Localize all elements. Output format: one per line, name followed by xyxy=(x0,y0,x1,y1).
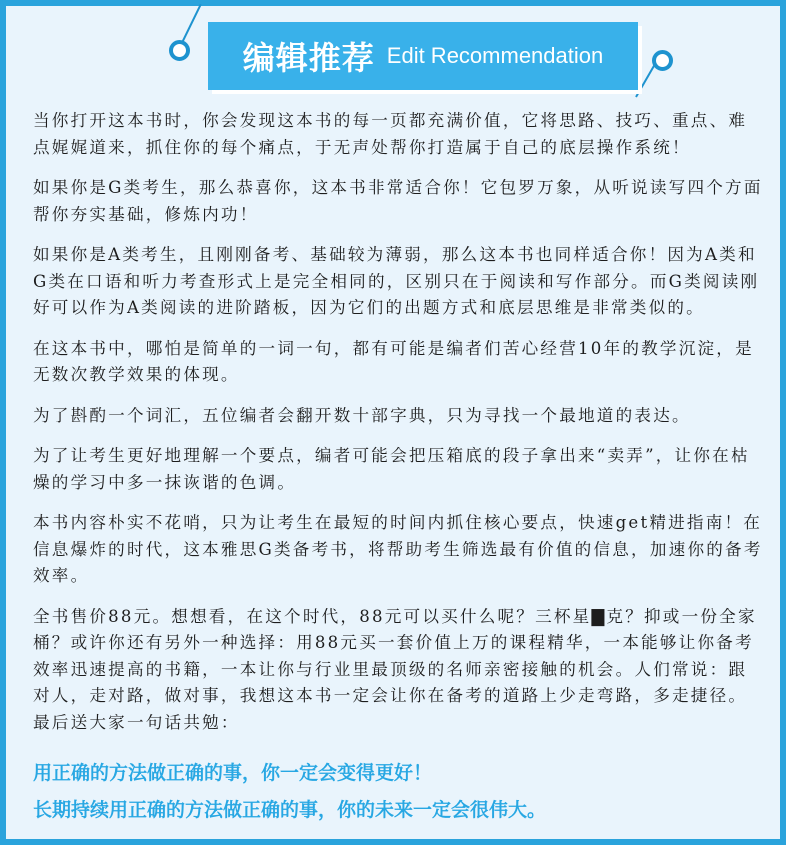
title-english: Edit Recommendation xyxy=(386,43,604,68)
paragraph-5: 为了斟酌一个词汇，五位编者会翻开数十部字典，只为寻找一个最地道的表达。 xyxy=(33,405,691,425)
paragraph-3: 如果你是A类考生，且刚刚备考、基础较为薄弱，那么这本书也同样适合你！因为A类和G类在口语和听力考查形式上是完全相同的，区别只在于阅读和写作部分。而G类阅读刚好可以作为A类阅读的进阶踏板，因为它们的出题方式和底层思维是非常类似的。 xyxy=(33,245,760,317)
decor-dot-left xyxy=(169,40,190,61)
title-banner xyxy=(208,22,638,90)
title-chinese: 编辑推荐 xyxy=(242,39,375,77)
paragraph-2: 如果你是G类考生，那么恭喜你，这本书非常适合你！它包罗万象，从听说读写四个方面帮你夯实基础，修炼内功！ xyxy=(33,178,763,224)
paragraph-1: 当你打开这本书时，你会发现这本书的每一页都充满价值，它将思路、技巧、重点、难点娓娓道来，抓住你的每个痛点，于无声处帮你打造属于自己的底层操作系统！ xyxy=(33,111,748,157)
paragraph-6: 为了让考生更好地理解一个要点，编者可能会把压箱底的段子拿出来“卖弄”，让你在枯燥的学习中多一抹诙谐的色调。 xyxy=(33,446,750,492)
paragraph-4: 在这本书中，哪怕是简单的一词一句，都有可能是编者们苦心经营10年的教学沉淀，是无数次教学效果的体现。 xyxy=(33,338,754,384)
header xyxy=(0,0,786,110)
closing-line-2: 长期持续用正确的方法做正确的事，你的未来一定会很伟大。 xyxy=(33,799,547,821)
closing-line-1: 用正确的方法做正确的事，你一定会变得更好！ xyxy=(33,762,433,784)
recommendation-body xyxy=(33,108,763,750)
decor-dot-right xyxy=(652,50,673,71)
paragraph-8: 全书售价88元。想想看，在这个时代，88元可以买什么呢？三杯星▇克？抑或一份全家桶？或许你还有另外一种选择：用88元买一套价值上万的课程精华，一本能够让你备考效率迅速提高的书籍，一本让你与行业里最顶级的名师亲密接触的机会。人们常说：跟对人，走对路，做对事，我想这本书一定会让你在备考的道路上少走弯路，多走捷径。最后送大家一句话共勉： xyxy=(33,606,757,732)
paragraph-7: 本书内容朴实不花哨，只为让考生在最短的时间内抓住核心要点，快速get精进指南！在信息爆炸的时代，这本雅思G类备考书，将帮助考生筛选最有价值的信息，加速你的备考效率。 xyxy=(33,513,763,585)
